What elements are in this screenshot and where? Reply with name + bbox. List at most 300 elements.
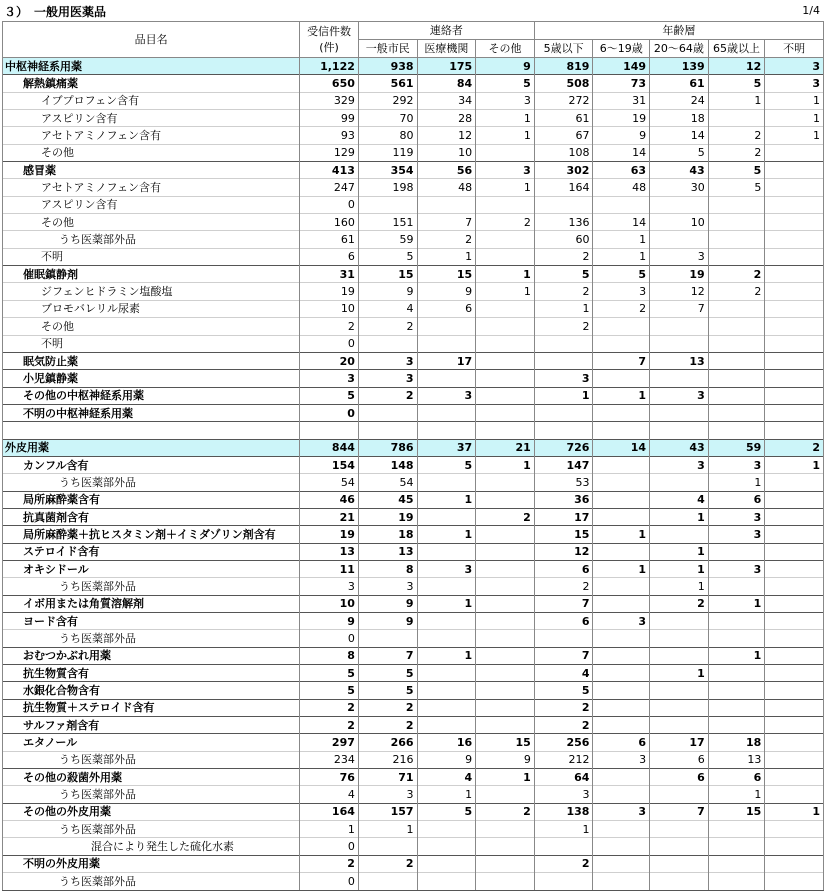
cell-age-6-19 — [593, 474, 650, 491]
cell-contact-medical: 2 — [417, 231, 476, 248]
row-item-name: うち医薬部外品 — [3, 231, 300, 248]
cell-received: 31 — [300, 266, 359, 283]
cell-contact-other: 1 — [476, 127, 535, 144]
cell-contact-medical — [417, 838, 476, 855]
cell-age-0-5: 5 — [534, 266, 593, 283]
cell-received: 6 — [300, 248, 359, 265]
table-row — [3, 595, 824, 612]
row-item-name: アスピリン含有 — [3, 196, 300, 213]
table-row — [3, 352, 824, 369]
cell-age-0-5: 138 — [534, 803, 593, 820]
cell-contact-public: 354 — [358, 162, 417, 179]
row-item-name: その他の外皮用薬 — [3, 803, 300, 820]
table-row — [3, 630, 824, 647]
header-contact-medical: 医療機関 — [417, 40, 476, 58]
table-row — [3, 214, 824, 231]
cell-received: 20 — [300, 352, 359, 369]
cell-age-unknown — [765, 370, 824, 387]
cell-contact-other: 21 — [476, 439, 535, 456]
cell-contact-other — [476, 560, 535, 577]
cell-contact-medical — [417, 318, 476, 335]
cell-age-0-5: 15 — [534, 526, 593, 543]
table-row — [3, 422, 824, 439]
cell-age-6-19 — [593, 855, 650, 872]
cell-age-20-64 — [650, 647, 709, 664]
cell-age-0-5: 302 — [534, 162, 593, 179]
cell-received: 2 — [300, 855, 359, 872]
cell-age-65-plus: 2 — [708, 127, 765, 144]
cell-contact-medical: 9 — [417, 283, 476, 300]
cell-age-0-5: 4 — [534, 665, 593, 682]
cell-age-unknown: 2 — [765, 439, 824, 456]
cell-contact-other — [476, 786, 535, 803]
row-item-name: 解熱鎮痛薬 — [3, 75, 300, 92]
cell-contact-public: 266 — [358, 734, 417, 751]
row-item-name: 局所麻酔薬含有 — [3, 491, 300, 508]
cell-age-20-64 — [650, 404, 709, 421]
cell-contact-public: 2 — [358, 387, 417, 404]
row-item-name: ジフェンヒドラミン塩酸塩 — [3, 283, 300, 300]
table-row — [3, 803, 824, 820]
cell-contact-medical: 16 — [417, 734, 476, 751]
cell-contact-medical: 34 — [417, 92, 476, 109]
row-item-name: その他 — [3, 318, 300, 335]
cell-received: 8 — [300, 647, 359, 664]
cell-contact-other: 2 — [476, 803, 535, 820]
cell-age-6-19: 5 — [593, 266, 650, 283]
cell-age-6-19 — [593, 699, 650, 716]
cell-age-65-plus: 15 — [708, 803, 765, 820]
header-contact-group: 連絡者 — [358, 22, 534, 40]
cell-age-0-5: 2 — [534, 283, 593, 300]
cell-age-0-5: 12 — [534, 543, 593, 560]
cell-age-20-64: 10 — [650, 214, 709, 231]
cell-contact-public: 938 — [358, 58, 417, 75]
cell-age-unknown — [765, 855, 824, 872]
row-item-name: 催眠鎮静剤 — [3, 266, 300, 283]
cell-contact-public — [358, 196, 417, 213]
cell-contact-other — [476, 543, 535, 560]
cell-contact-medical: 37 — [417, 439, 476, 456]
cell-age-20-64 — [650, 422, 709, 439]
cell-contact-public: 71 — [358, 769, 417, 786]
cell-age-unknown — [765, 404, 824, 421]
cell-received: 0 — [300, 630, 359, 647]
cell-age-6-19: 3 — [593, 803, 650, 820]
cell-contact-medical: 3 — [417, 387, 476, 404]
table-row — [3, 682, 824, 699]
row-item-name: アスピリン含有 — [3, 110, 300, 127]
cell-age-6-19: 1 — [593, 231, 650, 248]
cell-age-0-5 — [534, 630, 593, 647]
cell-age-6-19 — [593, 318, 650, 335]
cell-age-65-plus: 13 — [708, 751, 765, 768]
table-row — [3, 283, 824, 300]
cell-contact-other — [476, 578, 535, 595]
row-item-name: 不明の外皮用薬 — [3, 855, 300, 872]
table-header — [3, 22, 824, 58]
cell-contact-public: 5 — [358, 665, 417, 682]
cell-age-65-plus — [708, 821, 765, 838]
cell-age-65-plus: 3 — [708, 508, 765, 525]
cell-age-6-19: 14 — [593, 439, 650, 456]
cell-age-65-plus — [708, 387, 765, 404]
cell-age-0-5: 1 — [534, 300, 593, 317]
cell-age-65-plus: 2 — [708, 144, 765, 161]
cell-received: 5 — [300, 682, 359, 699]
table-row — [3, 786, 824, 803]
cell-received: 3 — [300, 578, 359, 595]
cell-age-0-5: 53 — [534, 474, 593, 491]
cell-age-20-64: 1 — [650, 508, 709, 525]
cell-contact-public: 2 — [358, 318, 417, 335]
cell-age-unknown — [765, 769, 824, 786]
cell-age-unknown — [765, 474, 824, 491]
cell-contact-medical — [417, 821, 476, 838]
cell-age-65-plus — [708, 335, 765, 352]
cell-age-6-19: 3 — [593, 751, 650, 768]
cell-age-20-64 — [650, 196, 709, 213]
header-contact-other: その他 — [476, 40, 535, 58]
cell-received: 2 — [300, 699, 359, 716]
table-row — [3, 300, 824, 317]
row-item-name: うち医薬部外品 — [3, 474, 300, 491]
cell-contact-other — [476, 821, 535, 838]
cell-age-20-64: 12 — [650, 283, 709, 300]
cell-age-6-19 — [593, 838, 650, 855]
cell-age-unknown — [765, 578, 824, 595]
cell-contact-public: 1 — [358, 821, 417, 838]
cell-age-65-plus — [708, 665, 765, 682]
row-item-name: イボ用または角質溶解剤 — [3, 595, 300, 612]
cell-contact-other — [476, 855, 535, 872]
cell-age-65-plus — [708, 838, 765, 855]
cell-contact-public: 561 — [358, 75, 417, 92]
cell-age-unknown — [765, 248, 824, 265]
row-item-name: サルファ剤含有 — [3, 717, 300, 734]
cell-age-unknown — [765, 630, 824, 647]
cell-age-6-19 — [593, 491, 650, 508]
cell-age-0-5 — [534, 838, 593, 855]
cell-age-unknown — [765, 699, 824, 716]
cell-contact-other: 9 — [476, 58, 535, 75]
cell-received: 76 — [300, 769, 359, 786]
cell-age-65-plus: 12 — [708, 58, 765, 75]
cell-contact-medical — [417, 543, 476, 560]
cell-age-65-plus: 6 — [708, 491, 765, 508]
cell-age-6-19: 1 — [593, 248, 650, 265]
row-item-name: 不明 — [3, 335, 300, 352]
cell-contact-medical — [417, 873, 476, 890]
cell-age-20-64 — [650, 682, 709, 699]
cell-received: 0 — [300, 404, 359, 421]
cell-age-65-plus — [708, 578, 765, 595]
cell-age-65-plus: 3 — [708, 526, 765, 543]
cell-age-6-19: 3 — [593, 283, 650, 300]
cell-age-0-5: 108 — [534, 144, 593, 161]
cell-contact-public: 3 — [358, 786, 417, 803]
row-item-name: 抗真菌剤含有 — [3, 508, 300, 525]
cell-contact-other — [476, 144, 535, 161]
cell-age-20-64: 30 — [650, 179, 709, 196]
cell-age-0-5: 7 — [534, 595, 593, 612]
cell-age-0-5: 2 — [534, 578, 593, 595]
cell-age-65-plus: 3 — [708, 560, 765, 577]
cell-age-20-64: 13 — [650, 352, 709, 369]
cell-contact-public — [358, 873, 417, 890]
cell-contact-other — [476, 387, 535, 404]
cell-received: 1 — [300, 821, 359, 838]
cell-age-6-19 — [593, 456, 650, 473]
cell-age-65-plus: 5 — [708, 75, 765, 92]
cell-contact-other: 1 — [476, 283, 535, 300]
cell-age-unknown — [765, 734, 824, 751]
cell-contact-medical: 1 — [417, 491, 476, 508]
cell-age-20-64: 19 — [650, 266, 709, 283]
cell-age-20-64 — [650, 873, 709, 890]
cell-age-unknown — [765, 214, 824, 231]
cell-age-20-64 — [650, 526, 709, 543]
cell-age-6-19 — [593, 717, 650, 734]
cell-received: 0 — [300, 335, 359, 352]
cell-age-20-64: 3 — [650, 387, 709, 404]
cell-age-65-plus — [708, 699, 765, 716]
row-item-name: その他の中枢神経系用薬 — [3, 387, 300, 404]
cell-age-6-19: 19 — [593, 110, 650, 127]
table-row — [3, 734, 824, 751]
cell-age-0-5: 67 — [534, 127, 593, 144]
cell-age-unknown — [765, 318, 824, 335]
cell-contact-public: 19 — [358, 508, 417, 525]
cell-age-20-64: 1 — [650, 560, 709, 577]
cell-contact-public: 3 — [358, 352, 417, 369]
table-row — [3, 162, 824, 179]
table-row — [3, 855, 824, 872]
cell-age-20-64: 43 — [650, 162, 709, 179]
table-row — [3, 196, 824, 213]
cell-age-6-19: 63 — [593, 162, 650, 179]
cell-age-unknown — [765, 179, 824, 196]
cell-age-0-5: 2 — [534, 717, 593, 734]
cell-contact-public: 5 — [358, 682, 417, 699]
cell-age-65-plus — [708, 214, 765, 231]
cell-age-20-64: 18 — [650, 110, 709, 127]
header-age-group: 年齢層 — [534, 22, 823, 40]
cell-contact-other: 15 — [476, 734, 535, 751]
cell-contact-other: 2 — [476, 214, 535, 231]
cell-age-20-64 — [650, 821, 709, 838]
cell-age-unknown: 1 — [765, 127, 824, 144]
cell-contact-medical — [417, 630, 476, 647]
cell-age-20-64: 24 — [650, 92, 709, 109]
cell-age-unknown — [765, 283, 824, 300]
cell-age-65-plus — [708, 404, 765, 421]
cell-age-65-plus — [708, 370, 765, 387]
cell-age-6-19: 7 — [593, 352, 650, 369]
cell-age-20-64: 7 — [650, 803, 709, 820]
cell-age-unknown — [765, 422, 824, 439]
cell-age-unknown — [765, 717, 824, 734]
cell-contact-other — [476, 647, 535, 664]
cell-received: 9 — [300, 613, 359, 630]
cell-age-unknown — [765, 595, 824, 612]
cell-age-65-plus: 1 — [708, 786, 765, 803]
cell-age-unknown — [765, 838, 824, 855]
cell-contact-other — [476, 300, 535, 317]
cell-age-20-64: 43 — [650, 439, 709, 456]
row-item-name: 感冒薬 — [3, 162, 300, 179]
table-row — [3, 58, 824, 75]
cell-contact-other — [476, 231, 535, 248]
cell-received — [300, 422, 359, 439]
row-item-name: うち医薬部外品 — [3, 786, 300, 803]
cell-age-65-plus — [708, 855, 765, 872]
cell-age-6-19 — [593, 630, 650, 647]
cell-received: 5 — [300, 665, 359, 682]
cell-age-20-64: 5 — [650, 144, 709, 161]
cell-contact-other — [476, 526, 535, 543]
cell-age-unknown — [765, 543, 824, 560]
cell-age-0-5: 36 — [534, 491, 593, 508]
cell-age-unknown: 1 — [765, 92, 824, 109]
cell-contact-medical: 9 — [417, 751, 476, 768]
cell-age-20-64: 4 — [650, 491, 709, 508]
cell-contact-medical — [417, 474, 476, 491]
cell-age-6-19: 1 — [593, 560, 650, 577]
cell-received: 844 — [300, 439, 359, 456]
table-row — [3, 769, 824, 786]
row-item-name: 局所麻酔薬＋抗ヒスタミン剤＋イミダゾリン剤含有 — [3, 526, 300, 543]
cell-contact-other — [476, 335, 535, 352]
cell-contact-medical: 5 — [417, 803, 476, 820]
cell-age-6-19 — [593, 335, 650, 352]
cell-age-6-19: 73 — [593, 75, 650, 92]
cell-contact-public: 9 — [358, 595, 417, 612]
cell-age-unknown — [765, 162, 824, 179]
cell-age-0-5 — [534, 404, 593, 421]
row-item-name: うち医薬部外品 — [3, 821, 300, 838]
cell-age-20-64 — [650, 613, 709, 630]
cell-age-unknown — [765, 491, 824, 508]
cell-contact-medical: 175 — [417, 58, 476, 75]
cell-age-0-5: 2 — [534, 699, 593, 716]
cell-contact-public: 2 — [358, 717, 417, 734]
cell-age-unknown — [765, 786, 824, 803]
cell-contact-public: 292 — [358, 92, 417, 109]
cell-contact-public: 45 — [358, 491, 417, 508]
cell-age-65-plus: 59 — [708, 439, 765, 456]
cell-age-0-5: 6 — [534, 560, 593, 577]
cell-age-20-64 — [650, 318, 709, 335]
cell-age-0-5: 64 — [534, 769, 593, 786]
cell-contact-medical — [417, 699, 476, 716]
table-row — [3, 821, 824, 838]
cell-contact-medical — [417, 613, 476, 630]
cell-age-unknown — [765, 300, 824, 317]
cell-age-unknown — [765, 266, 824, 283]
cell-age-6-19 — [593, 543, 650, 560]
cell-age-unknown — [765, 751, 824, 768]
cell-age-65-plus: 5 — [708, 162, 765, 179]
cell-age-0-5: 3 — [534, 370, 593, 387]
table-row — [3, 456, 824, 473]
cell-age-0-5: 212 — [534, 751, 593, 768]
cell-age-0-5: 819 — [534, 58, 593, 75]
cell-contact-public: 7 — [358, 647, 417, 664]
cell-age-unknown — [765, 873, 824, 890]
cell-age-0-5: 7 — [534, 647, 593, 664]
cell-age-20-64 — [650, 699, 709, 716]
row-item-name: 不明の中枢神経系用薬 — [3, 404, 300, 421]
cell-received: 10 — [300, 300, 359, 317]
row-item-name: 混合により発生した硫化水素 — [3, 838, 300, 855]
header-item-name: 品目名 — [3, 22, 300, 58]
cell-age-20-64 — [650, 838, 709, 855]
cell-age-65-plus: 5 — [708, 179, 765, 196]
cell-contact-other — [476, 682, 535, 699]
cell-received: 1,122 — [300, 58, 359, 75]
cell-age-6-19: 14 — [593, 214, 650, 231]
cell-contact-public — [358, 404, 417, 421]
cell-age-0-5: 256 — [534, 734, 593, 751]
cell-received: 93 — [300, 127, 359, 144]
cell-contact-public: 148 — [358, 456, 417, 473]
cell-age-65-plus — [708, 682, 765, 699]
cell-contact-other: 9 — [476, 751, 535, 768]
row-item-name: その他の殺菌外用薬 — [3, 769, 300, 786]
cell-age-0-5: 3 — [534, 786, 593, 803]
row-item-name: その他 — [3, 214, 300, 231]
cell-contact-medical — [417, 682, 476, 699]
cell-age-20-64 — [650, 630, 709, 647]
cell-age-unknown — [765, 144, 824, 161]
header-contact-public: 一般市民 — [358, 40, 417, 58]
cell-age-6-19: 3 — [593, 613, 650, 630]
cell-received: 0 — [300, 838, 359, 855]
cell-age-0-5 — [534, 335, 593, 352]
cell-age-65-plus — [708, 422, 765, 439]
cell-received: 297 — [300, 734, 359, 751]
cell-age-6-19 — [593, 873, 650, 890]
cell-age-unknown — [765, 508, 824, 525]
row-item-name: ブロモバレリル尿素 — [3, 300, 300, 317]
table-row — [3, 127, 824, 144]
table-row — [3, 110, 824, 127]
cell-age-20-64 — [650, 786, 709, 803]
cell-age-65-plus: 1 — [708, 647, 765, 664]
cell-age-6-19 — [593, 508, 650, 525]
row-item-name: 水銀化合物含有 — [3, 682, 300, 699]
table-row — [3, 335, 824, 352]
table-row — [3, 474, 824, 491]
cell-age-20-64: 6 — [650, 769, 709, 786]
cell-contact-medical: 6 — [417, 300, 476, 317]
header-age-20-64: 20～64歳 — [650, 40, 709, 58]
cell-age-65-plus — [708, 248, 765, 265]
cell-age-6-19: 31 — [593, 92, 650, 109]
row-item-name: エタノール — [3, 734, 300, 751]
cell-received: 5 — [300, 387, 359, 404]
cell-contact-other: 1 — [476, 456, 535, 473]
cell-contact-other: 5 — [476, 75, 535, 92]
cell-age-20-64: 1 — [650, 578, 709, 595]
cell-age-65-plus — [708, 613, 765, 630]
table-row — [3, 560, 824, 577]
cell-age-unknown — [765, 613, 824, 630]
cell-received: 234 — [300, 751, 359, 768]
cell-contact-other — [476, 873, 535, 890]
cell-age-6-19 — [593, 665, 650, 682]
